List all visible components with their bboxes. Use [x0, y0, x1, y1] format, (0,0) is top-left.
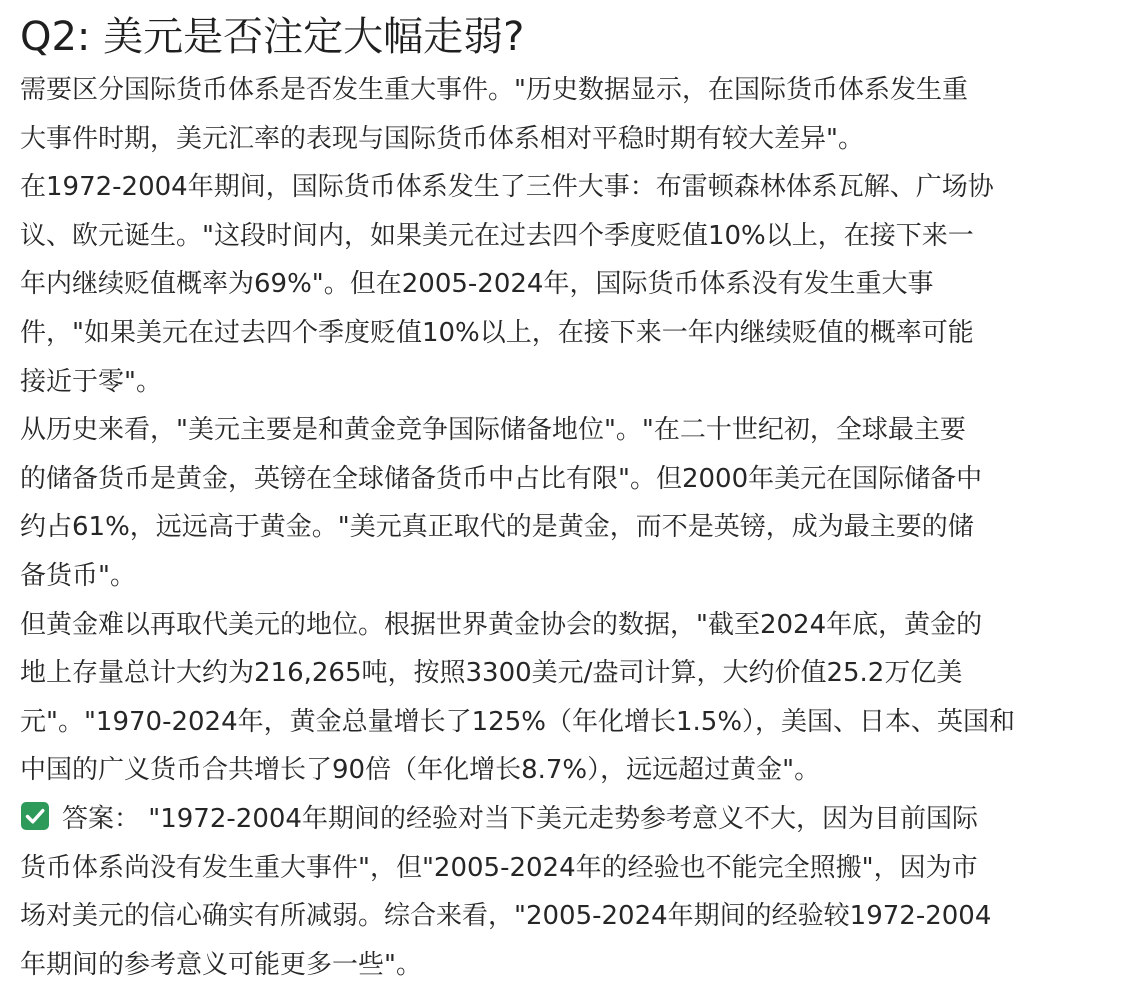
- paragraph: [20, 66, 1110, 163]
- paragraph-line: 元"。"1970-2024年，黄金总量增长了125%（年化增长1.5%），美国、日本、英国和: [20, 706, 1016, 737]
- paragraph-line: 议、欧元诞生。"这段时间内，如果美元在过去四个季度贬值10%以上，在接下来一: [20, 220, 974, 251]
- body-paragraphs: [20, 66, 1110, 795]
- paragraph-line: 大事件时期，美元汇率的表现与国际货币体系相对平稳时期有较大差异"。: [20, 123, 864, 154]
- page-title: Q2: 美元是否注定大幅走弱?: [20, 14, 525, 60]
- paragraph-line: 年内继续贬值概率为69%"。但在2005-2024年，国际货币体系没有发生重大事: [20, 269, 934, 300]
- paragraph-line: 从历史来看，"美元主要是和黄金竞争国际储备地位"。"在二十世纪初，全球最主要: [20, 415, 966, 446]
- paragraph-line: 中国的广义货币合共增长了90倍（年化增长8.7%），远远超过黄金"。: [20, 755, 821, 786]
- paragraph-line: 的储备货币是黄金，英镑在全球储备货币中占比有限"。但2000年美元在国际储备中: [20, 463, 983, 494]
- paragraph: [20, 406, 1110, 600]
- paragraph-line: 备货币"。: [20, 560, 136, 591]
- answer-line: 年期间的参考意义可能更多一些"。: [20, 949, 422, 980]
- answer-line: 货币体系尚没有发生重大事件"，但"2005-2024年的经验也不能完全照搬"，因为市: [20, 852, 978, 883]
- paragraph-line: 需要区分国际货币体系是否发生重大事件。"历史数据显示，在国际货币体系发生重: [20, 75, 968, 105]
- paragraph-line: 接近于零"。: [20, 366, 162, 397]
- paragraph: [20, 601, 1110, 795]
- answer-line: 场对美元的信心确实有所减弱。综合来看，"2005-2024年期间的经验较1972-2004: [20, 901, 992, 932]
- paragraph-line: 地上存量总计大约为216,265吨，按照3300美元/盎司计算，大约价值25.2万亿美: [20, 658, 963, 689]
- check-mark-icon: [20, 801, 50, 831]
- document: [20, 8, 1110, 989]
- paragraph: [20, 163, 1110, 406]
- paragraph-line: 在1972-2004年期间，国际货币体系发生了三件大事：布雷顿森林体系瓦解、广场协: [20, 172, 994, 203]
- answer-first-line-text: 答案： "1972-2004年期间的经验对当下美元走势参考意义不大，因为目前国际: [62, 803, 978, 834]
- answer-first-line: [20, 795, 1110, 844]
- paragraph-line: 件，"如果美元在过去四个季度贬值10%以上，在接下来一年内继续贬值的概率可能: [20, 317, 974, 348]
- paragraph-line: 约占61%，远远高于黄金。"美元真正取代的是黄金，而不是英镑，成为最主要的储: [20, 512, 974, 543]
- paragraph-line: 但黄金难以再取代美元的地位。根据世界黄金协会的数据，"截至2024年底，黄金的: [20, 609, 983, 640]
- answer-paragraph: [20, 795, 1110, 989]
